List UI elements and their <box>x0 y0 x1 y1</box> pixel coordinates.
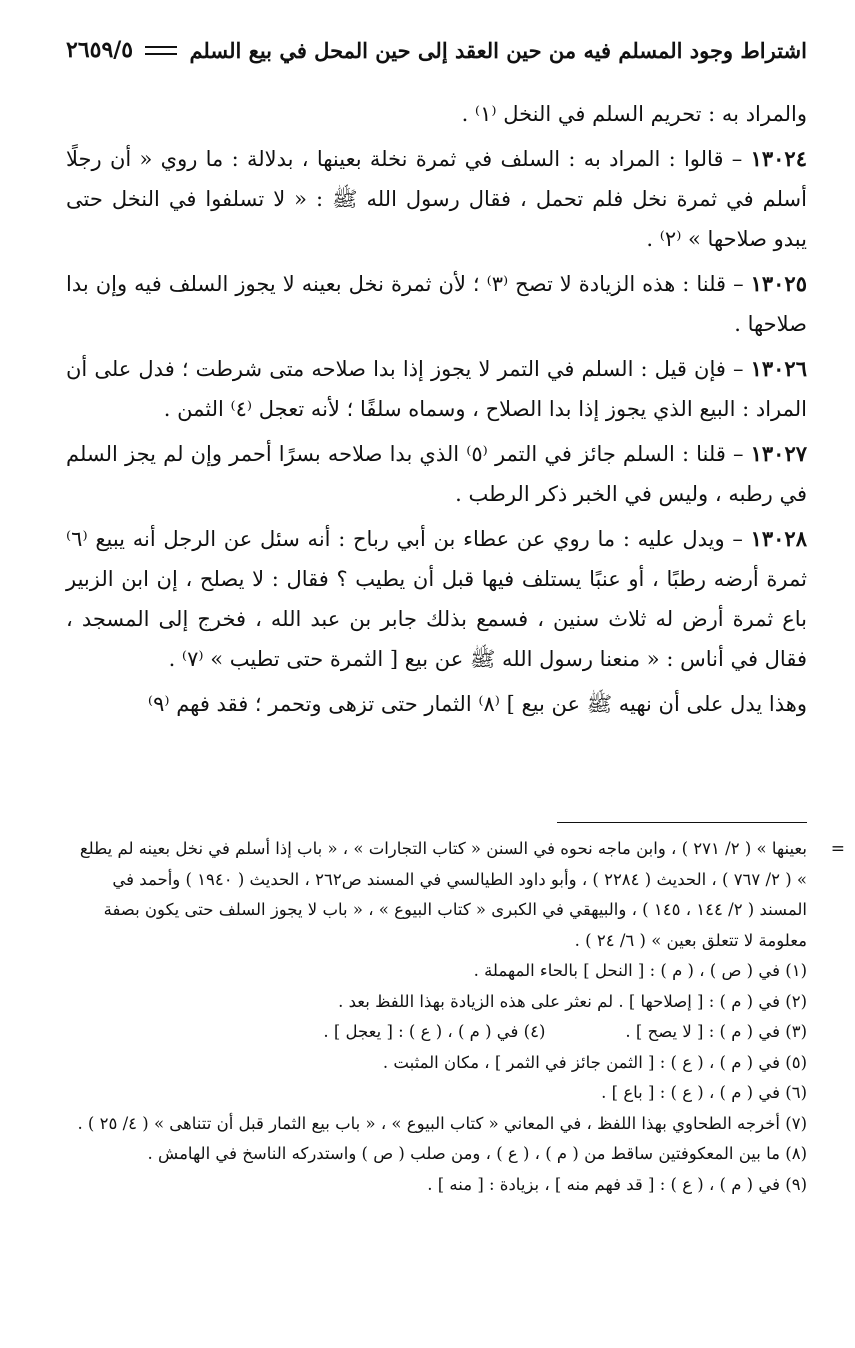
paragraph <box>66 139 807 259</box>
paragraph-text: – قالوا : المراد به : السلف في ثمرة نخلة بعينها ، بدلالة : ما روي « أن رجلًا أسلم في ثمرة نخل فلم تحمل ، فقال رسول الله ﷺ : « لا تسلفوا في النخل حتى يبدو صلاحها » ⁽٢⁾ . <box>66 147 807 251</box>
paragraph-number: ١٣٠٢٦ <box>750 356 807 381</box>
footnote-1: (١) في ( ص ) ، ( م ) : [ النحل ] بالحاء المهملة . <box>473 961 807 980</box>
footnote-8: (٨) ما بين المعكوفتين ساقط من ( م ) ، ( ع ) ، ومن صلب ( ص ) واستدركه الناسخ في الهامش . <box>147 1144 807 1163</box>
running-header <box>66 30 807 70</box>
paragraph-text: – ويدل عليه : ما روي عن عطاء بن أبي رباح : أنه سئل عن الرجل أنه يبيع ⁽٦⁾ ثمرة أرضه رطبًا ، أو عنبًا يستلف فيها قبل أن يطيب ؟ فقال : لا يصلح ، إن ابن الزبير باع ثمرة أرض له ثلاث سنين ، فسمع بذلك جابر بن عبد الله ، فخرج إلى المسجد ، فقال في أناس : « منعنا رسول الله ﷺ عن بيع [ الثمرة حتى تطيب » ⁽٧⁾ . <box>66 527 807 671</box>
footnote-7: (٧) أخرجه الطحاوي بهذا اللفظ ، في المعاني « كتاب البيوع » ، « باب بيع الثمار قبل أن تتناهى » ( ٤/ ٢٥ ) . <box>77 1113 807 1133</box>
footnote-5: (٥) في ( م ) ، ( ع ) : [ الثمن جائز في الثمر ] ، مكان المثبت . <box>382 1052 807 1072</box>
footnote-pair <box>66 1017 807 1048</box>
header-title: اشتراط وجود المسلم فيه من حين العقد إلى حين المحل في بيع السلم <box>189 37 807 63</box>
paragraph <box>66 349 807 429</box>
paragraph-number: ١٣٠٢٥ <box>750 271 807 296</box>
paragraph-text: – فإن قيل : السلم في التمر لا يجوز إذا بدا صلاحه متى شرطت ؛ فدل على أن المراد : البيع الذي يجوز إذا بدا الصلاح ، وسماه سلفًا ؛ لأنه تعجل ⁽٤⁾ الثمن . <box>66 357 807 421</box>
footnote-separator <box>557 822 807 823</box>
footnote-6: (٦) في ( م ) ، ( ع ) : [ باع ] . <box>601 1083 807 1102</box>
paragraph-number: ١٣٠٢٧ <box>750 441 808 466</box>
page-number: ٢٦٥٩/٥ <box>66 37 134 63</box>
footnotes <box>66 834 845 1200</box>
continuation-marker: = <box>830 839 845 859</box>
intro-line: والمراد به : تحريم السلم في النخل ⁽١⁾ . <box>461 102 807 126</box>
header-rule <box>145 46 177 55</box>
paragraph <box>66 519 807 679</box>
closing-line: وهذا يدل على أن نهيه ﷺ عن بيع ] ⁽٨⁾ الثمار حتى تزهى وتحمر ؛ فقد فهم ⁽٩⁾ <box>147 692 807 716</box>
footnote-9: (٩) في ( م ) ، ( ع ) : [ قد فهم منه ] ، بزيادة : [ منه ] . <box>427 1174 807 1194</box>
main-text <box>66 94 807 729</box>
footnote-4: (٤) في ( م ) ، ( ع ) : [ يعجل ] . <box>323 1022 546 1041</box>
paragraph-text: – قلنا : السلم جائز في التمر ⁽٥⁾ الذي بدا صلاحه بسرًا أحمر وإن لم يجز السلم في رطبه ، وليس في الخبر ذكر الرطب . <box>66 442 807 506</box>
footnote-3: (٣) في ( م ) : [ لا يصح ] . <box>625 1022 807 1041</box>
paragraph-number: ١٣٠٢٤ <box>750 146 807 171</box>
paragraph <box>66 434 807 514</box>
continuation-text: بعينها » ( ٢/ ٢٧١ ) ، وابن ماجه نحوه في السنن « كتاب التجارات » ، « باب إذا أسلم في نخل بعينه لم يطلع » ( ٢/ ٧٦٧ ) ، الحديث ( ٢٢٨٤ ) ، وأبو داود الطيالسي في المسند ص٢٦٢ ، الحديث ( ١٩٤٠ ) وأحمد في المسند ( ٢/ ١٤٤ ، ١٤٥ ) ، والبيهقي في الكبرى « كتاب البيوع » ، « باب لا يجوز السلف حتى يكون بصفة معلومة لا تتعلق بعين » ( ٦/ ٢٤ ) . <box>79 839 807 950</box>
paragraph-text: – قلنا : هذه الزيادة لا تصح ⁽٣⁾ ؛ لأن ثمرة نخل بعينه لا يجوز السلف فيه وإن بدا صلاحها . <box>66 272 807 336</box>
footnote-2: (٢) في ( م ) : [ إصلاحها ] . لم نعثر على هذه الزيادة بهذا اللفظ بعد . <box>338 991 807 1011</box>
footnote-continuation <box>66 834 845 956</box>
paragraph <box>66 264 807 344</box>
paragraph-number: ١٣٠٢٨ <box>750 526 807 551</box>
